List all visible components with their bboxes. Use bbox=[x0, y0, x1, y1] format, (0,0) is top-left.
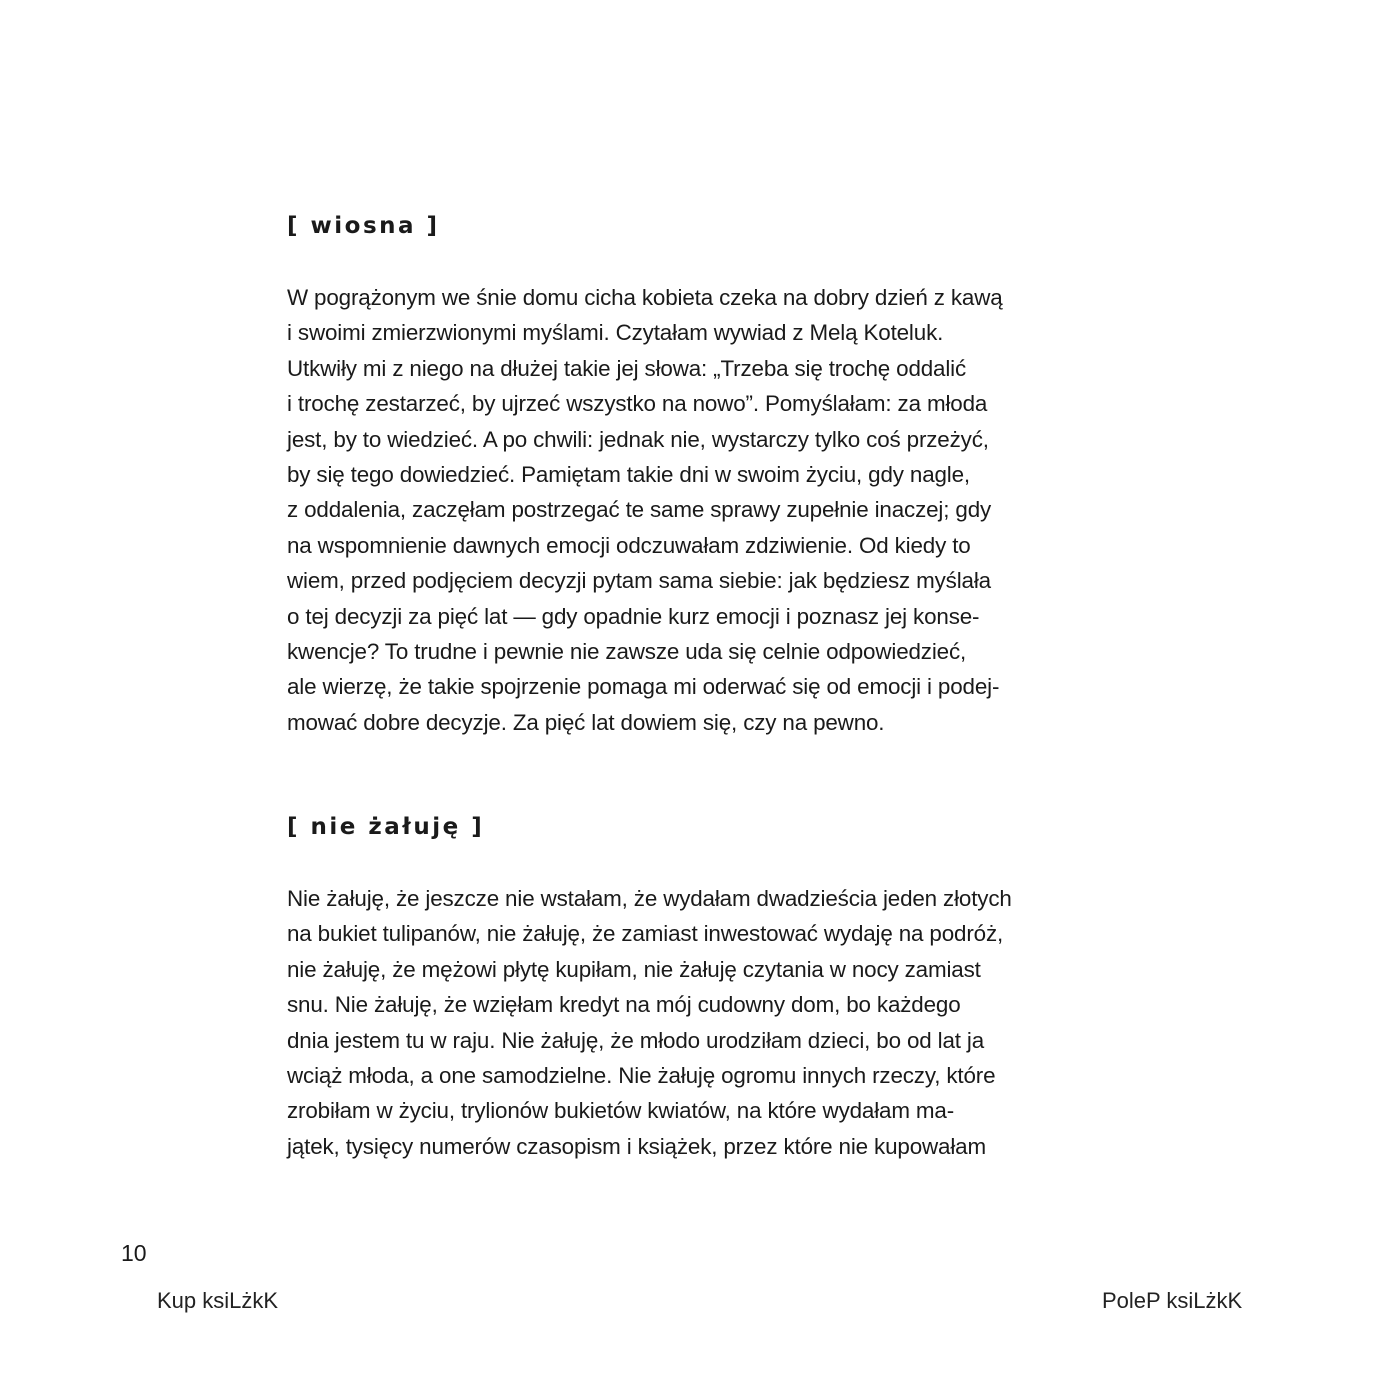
paragraph-nie-zaluje bbox=[287, 881, 1107, 1164]
text-line: ale wierzę, że takie spojrzenie pomaga mi oderwać się od emocji i podej- bbox=[287, 674, 1000, 700]
text-line: Utkwiły mi z niego na dłużej takie jej słowa: „Trzeba się trochę oddalić bbox=[287, 355, 967, 381]
text-line: wiem, przed podjęciem decyzji pytam sama siebie: jak będziesz myślała bbox=[287, 568, 991, 594]
text-line: o tej decyzji za pięć lat — gdy opadnie kurz emocji i poznasz jej konse- bbox=[287, 603, 980, 629]
text-line: z oddalenia, zaczęłam postrzegać te same sprawy zupełnie inaczej; gdy bbox=[287, 497, 992, 523]
text-line: zrobiłam w życiu, trylionów bukietów kwiatów, na które wydałam ma- bbox=[287, 1098, 955, 1124]
text-line: by się tego dowiedzieć. Pamiętam takie dni w swoim życiu, gdy nagle, bbox=[287, 462, 970, 488]
text-line: Nie żałuję, że jeszcze nie wstałam, że wydałam dwadzieścia jeden złotych bbox=[287, 886, 1012, 911]
text-line: i trochę zestarzeć, by ujrzeć wszystko na nowo”. Pomyślałam: za młoda bbox=[287, 391, 988, 417]
text-line: i swoimi zmierzwionymi myślami. Czytałam wywiad z Melą Koteluk. bbox=[287, 320, 944, 346]
text-line: kwencje? To trudne i pewnie nie zawsze uda się celnie odpowiedzieć, bbox=[287, 639, 967, 665]
text-line: jątek, tysięcy numerów czasopism i książek, przez które nie kupowałam bbox=[287, 1133, 986, 1159]
paragraph-wiosna bbox=[287, 280, 1107, 740]
text-line: jest, by to wiedzieć. A po chwili: jednak nie, wystarczy tylko coś przeżyć, bbox=[287, 426, 989, 452]
text-line: dnia jestem tu w raju. Nie żałuję, że młodo urodziłam dzieci, bo od lat ja bbox=[287, 1027, 985, 1053]
section-heading-wiosna: [ wiosna ] bbox=[287, 213, 440, 239]
page-number: 10 bbox=[121, 1240, 147, 1266]
text-line: nie żałuję, że mężowi płytę kupiłam, nie żałuję czytania w nocy zamiast bbox=[287, 956, 981, 982]
buy-book-link[interactable]: Kup ksiLżkK bbox=[157, 1288, 279, 1313]
text-line: na wspomnienie dawnych emocji odczuwałam zdziwienie. Od kiedy to bbox=[287, 532, 971, 558]
text-line: snu. Nie żałuję, że wzięłam kredyt na mój cudowny dom, bo każdego bbox=[287, 992, 961, 1018]
text-line: wciąż młoda, a one samodzielne. Nie żałuję ogromu innych rzeczy, które bbox=[287, 1063, 996, 1089]
text-line: W pogrążonym we śnie domu cicha kobieta czeka na dobry dzień z kawą bbox=[287, 285, 1003, 310]
text-line: mować dobre decyzje. Za pięć lat dowiem się, czy na pewno. bbox=[287, 709, 885, 735]
section-heading-nie-zaluje: [ nie żałuję ] bbox=[287, 814, 485, 840]
recommend-book-link[interactable]: PoleP ksiLżkK bbox=[1102, 1288, 1243, 1313]
text-line: na bukiet tulipanów, nie żałuję, że zamiast inwestować wydaję na podróż, bbox=[287, 921, 1004, 947]
